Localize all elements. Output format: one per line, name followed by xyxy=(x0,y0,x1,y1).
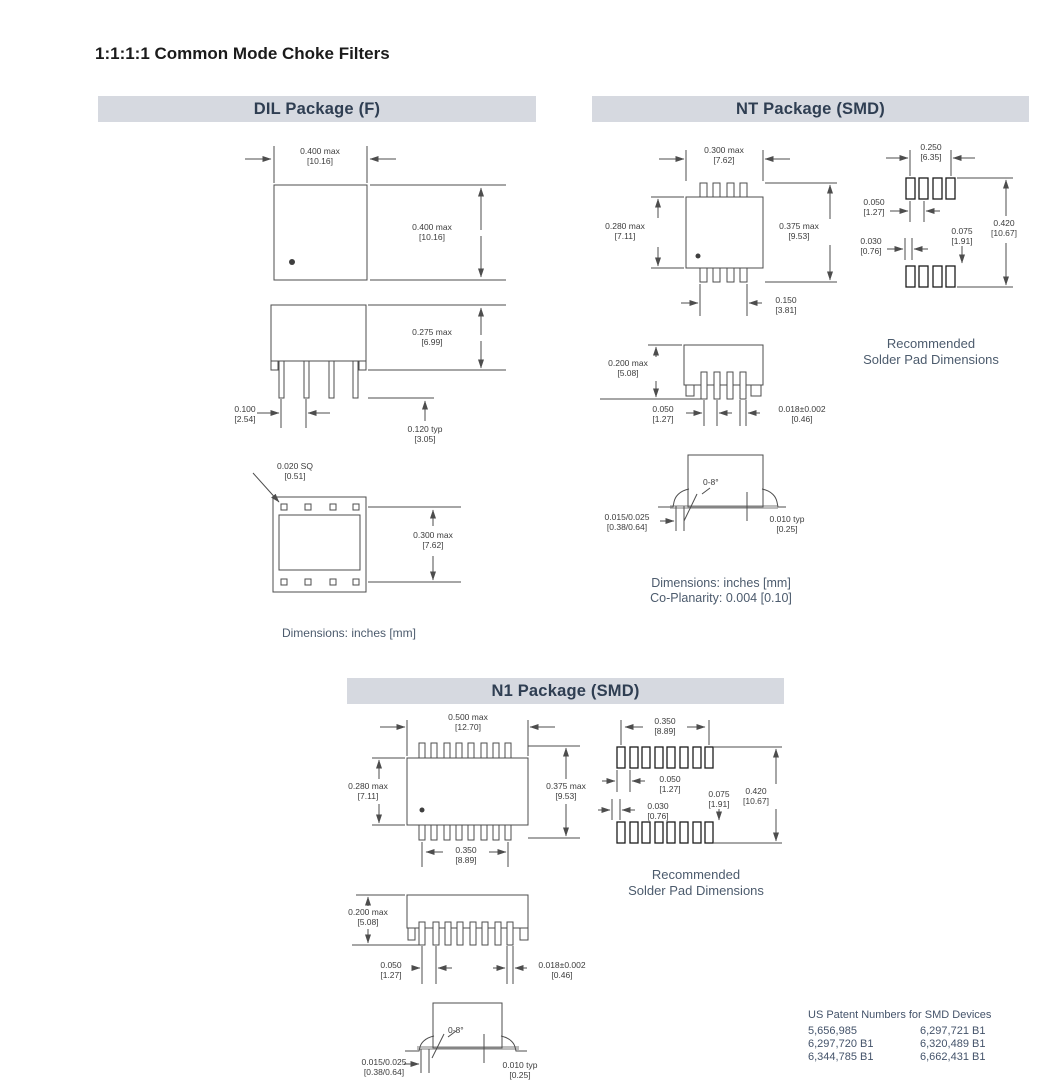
label-nt-lead-angle: 0-8° xyxy=(703,477,719,487)
dim-mm: [7.11] xyxy=(614,231,636,242)
dim-mm: [8.89] xyxy=(654,726,676,737)
dim-n1-pad-row-width xyxy=(643,716,687,736)
dim-dil-lead-length xyxy=(395,424,455,444)
patent-number: 6,662,431 B1 xyxy=(920,1051,986,1063)
dim-mm: [1.27] xyxy=(659,784,681,795)
dim-n1-pad-width xyxy=(637,801,679,821)
dim-mm: [0.51] xyxy=(284,471,306,482)
patents-title: US Patent Numbers for SMD Devices xyxy=(808,1009,992,1021)
dim-inch: 0.200 max xyxy=(348,907,388,917)
patent-number: 6,344,785 B1 xyxy=(808,1051,874,1063)
dim-n1-overall xyxy=(540,781,592,801)
dim-n1-foot-length xyxy=(349,1057,419,1077)
dim-mm: [7.11] xyxy=(357,791,379,802)
pin1-dot xyxy=(289,259,295,265)
dim-mm: [5.08] xyxy=(617,368,639,379)
dim-inch: 0.350 xyxy=(654,716,676,726)
dim-n1-standoff xyxy=(494,1060,546,1080)
caption-line: Dimensions: inches [mm] xyxy=(281,626,417,640)
dim-mm: [10.67] xyxy=(991,228,1017,239)
page-title: 1:1:1:1 Common Mode Choke Filters xyxy=(95,44,390,63)
dim-mm: [10.16] xyxy=(307,156,333,167)
dim-n1-top-width xyxy=(438,712,498,732)
dim-n1-pad-height xyxy=(699,789,739,809)
dim-inch: 0.275 max xyxy=(412,327,452,337)
patent-number: 5,656,985 xyxy=(808,1025,857,1037)
caption-line: Dimensions: inches [mm] xyxy=(651,576,791,590)
dim-n1-body-height xyxy=(342,781,394,801)
dim-nt-top-width xyxy=(694,145,754,165)
dim-inch: 0.400 max xyxy=(412,222,452,232)
dim-mm: [0.46] xyxy=(551,970,573,981)
dim-inch: 0.075 xyxy=(708,789,730,799)
dim-mm: [10.67] xyxy=(743,796,769,807)
dim-mm: [3.05] xyxy=(414,434,436,445)
dim-inch: 0.010 typ xyxy=(502,1060,538,1070)
dim-inch: 0.375 max xyxy=(546,781,586,791)
dim-dil-top-height xyxy=(402,222,462,242)
dim-inch: 0.150 xyxy=(775,295,797,305)
dim-inch: 0.050 xyxy=(659,774,681,784)
dim-n1-side-height xyxy=(344,907,392,927)
dim-n1-side-pitch xyxy=(372,960,410,980)
dim-nt-overall xyxy=(772,221,826,241)
dim-inch: 0.300 max xyxy=(704,145,744,155)
dim-nt-standoff xyxy=(760,514,814,534)
dim-nt-lead-span xyxy=(764,295,808,315)
section-header-dil: DIL Package (F) xyxy=(98,96,536,122)
caption-nt-units xyxy=(616,576,826,606)
dim-mm: [1.27] xyxy=(380,970,402,981)
caption-line: Solder Pad Dimensions xyxy=(863,351,999,367)
dim-mm: [0.76] xyxy=(860,246,882,257)
dim-nt-body-height xyxy=(596,221,654,241)
dim-n1-lead-thickness xyxy=(530,960,594,980)
dim-n1-pad-pitch xyxy=(649,774,691,794)
dim-mm: [0.38/0.64] xyxy=(363,1067,405,1078)
dim-mm: [1.91] xyxy=(951,236,973,247)
dim-inch: 0.010 typ xyxy=(769,514,805,524)
dim-dil-top-width xyxy=(290,146,350,166)
dim-nt-pad-row-width xyxy=(908,142,954,162)
dim-mm: [12.70] xyxy=(455,722,481,733)
dim-inch: 0.250 xyxy=(920,142,942,152)
caption-n1-solder-pad xyxy=(606,867,786,898)
dim-inch: 0.280 max xyxy=(605,221,645,231)
dim-dil-lead-pitch xyxy=(222,404,268,424)
dim-inch: 0.020 SQ xyxy=(277,461,313,471)
dim-inch: 0.200 max xyxy=(608,358,648,368)
dim-inch: 0.420 xyxy=(745,786,767,796)
section-header-nt: NT Package (SMD) xyxy=(592,96,1029,122)
dim-mm: [9.53] xyxy=(555,791,577,802)
pin1-dot xyxy=(696,254,701,259)
caption-nt-solder-pad xyxy=(836,336,1026,367)
dim-mm: [7.62] xyxy=(422,540,444,551)
patent-number: 6,320,489 B1 xyxy=(920,1038,986,1050)
dim-inch: 0.030 xyxy=(860,236,882,246)
dim-dil-row-spacing xyxy=(403,530,463,550)
dim-nt-pad-span xyxy=(978,218,1030,238)
section-header-n1: N1 Package (SMD) xyxy=(347,678,784,704)
dim-mm: [0.46] xyxy=(791,414,813,425)
dim-mm: [3.81] xyxy=(775,305,797,316)
caption-line: Co-Planarity: 0.004 [0.10] xyxy=(650,591,792,605)
dim-mm: [9.53] xyxy=(788,231,810,242)
dim-inch: 0.018±0.002 xyxy=(538,960,586,970)
dim-mm: [1.27] xyxy=(863,207,885,218)
dim-mm: [1.27] xyxy=(652,414,674,425)
dim-inch: 0.015/0.025 xyxy=(361,1057,407,1067)
dim-inch: 0.350 xyxy=(455,845,477,855)
patent-number: 6,297,721 B1 xyxy=(920,1025,986,1037)
dim-mm: [8.89] xyxy=(455,855,477,866)
dim-mm: [1.91] xyxy=(708,799,730,810)
dim-n1-bottom-span xyxy=(444,845,488,865)
dim-mm: [0.25] xyxy=(776,524,798,535)
dil-top-view-drawing xyxy=(245,146,506,280)
caption-dil-units xyxy=(270,626,428,640)
dim-n1-pad-span xyxy=(734,786,778,806)
dim-inch: 0.280 max xyxy=(348,781,388,791)
dim-inch: 0.050 xyxy=(652,404,674,414)
dim-inch: 0.050 xyxy=(380,960,402,970)
dim-inch: 0.420 xyxy=(993,218,1015,228)
dim-dil-body-height xyxy=(402,327,462,347)
dim-nt-pad-pitch xyxy=(852,197,896,217)
dim-mm: [6.35] xyxy=(920,152,942,163)
dim-mm: [0.25] xyxy=(509,1070,531,1081)
dim-dil-pad-square xyxy=(262,461,328,481)
dim-mm: [2.54] xyxy=(234,414,256,425)
dil-side-view-drawing xyxy=(257,305,506,428)
dim-inch: 0.300 max xyxy=(413,530,453,540)
dim-nt-lead-thickness xyxy=(764,404,840,424)
dim-inch: 0.400 max xyxy=(300,146,340,156)
dim-nt-foot-length xyxy=(592,512,662,532)
dim-nt-side-pitch xyxy=(642,404,684,424)
dim-mm: [0.76] xyxy=(647,811,669,822)
dim-mm: [7.62] xyxy=(713,155,735,166)
caption-line: Recommended xyxy=(886,336,976,351)
patent-number: 6,297,720 B1 xyxy=(808,1038,874,1050)
caption-line: Solder Pad Dimensions xyxy=(628,882,764,898)
dim-mm: [10.16] xyxy=(419,232,445,243)
dim-inch: 0.018±0.002 xyxy=(778,404,826,414)
label-n1-lead-angle: 0-8° xyxy=(448,1025,464,1035)
dim-inch: 0.050 xyxy=(863,197,885,207)
dim-inch: 0.120 typ xyxy=(407,424,443,434)
dim-inch: 0.075 xyxy=(951,226,973,236)
dim-mm: [0.38/0.64] xyxy=(606,522,648,533)
dim-inch: 0.500 max xyxy=(448,712,488,722)
dim-inch: 0.100 xyxy=(234,404,256,414)
dim-inch: 0.030 xyxy=(647,801,669,811)
pin1-dot xyxy=(420,808,425,813)
dim-mm: [6.99] xyxy=(421,337,443,348)
dim-inch: 0.015/0.025 xyxy=(604,512,650,522)
dim-nt-side-height xyxy=(600,358,656,378)
dim-inch: 0.375 max xyxy=(779,221,819,231)
dim-nt-pad-width xyxy=(849,236,893,256)
caption-line: Recommended xyxy=(651,867,741,882)
dim-mm: [5.08] xyxy=(357,917,379,928)
